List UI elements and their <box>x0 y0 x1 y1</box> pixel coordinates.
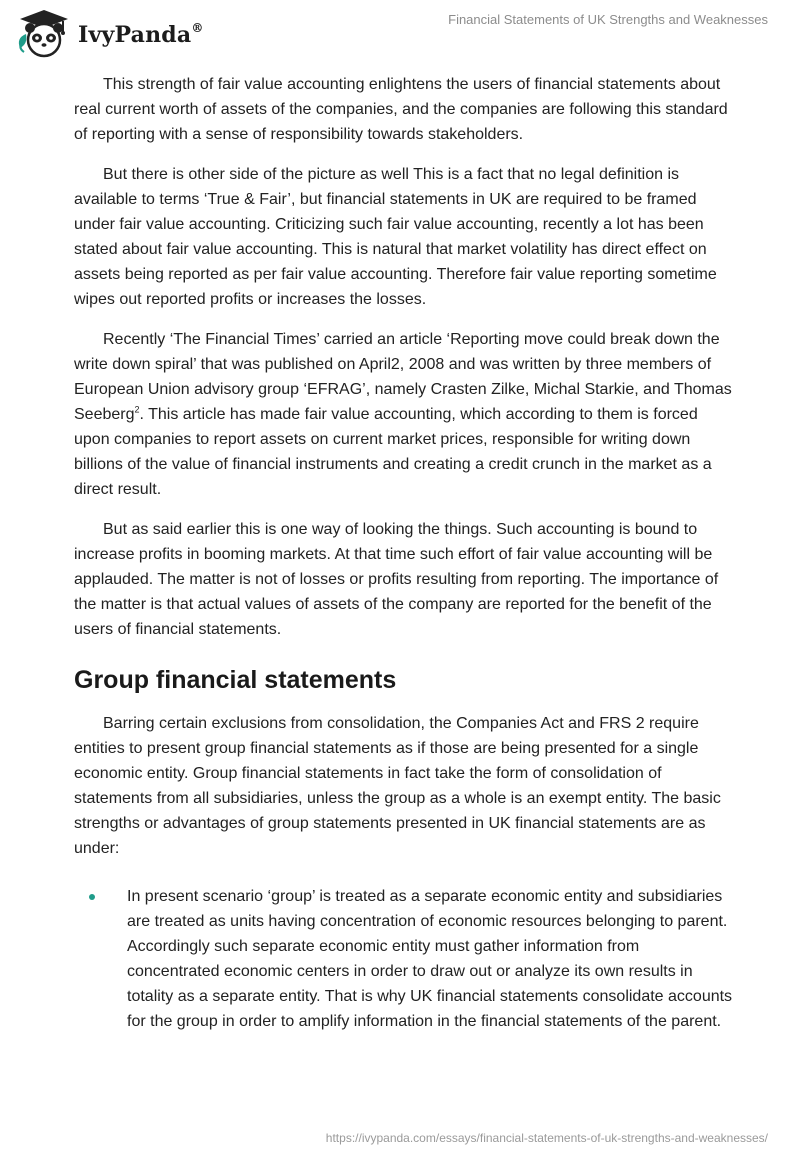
paragraph-ft-article: Recently ‘The Financial Times’ carried an article ‘Reporting move could break down the write down spiral’ that was published on April2, 2008 and was written by three members of European Union advisory group ‘EFRAG’, namely Crasten Zilke, Michal Starkie, and Thomas Seeberg$^2$. This article has made fair value accounting, which according to them is forced upon companies to report assets on current market prices, responsible for writing down billions of the value of financial instruments and creating a credit crunch in the market as a direct result. <box>74 331 732 498</box>
section-heading: Group financial statements <box>74 666 397 694</box>
bullet-icon <box>89 894 95 900</box>
footnote-ref[interactable]: 2 <box>134 404 140 415</box>
brand-logo[interactable] <box>14 8 204 60</box>
article-body <box>74 72 734 1034</box>
bullet-list <box>74 884 734 1034</box>
paragraph: But there is other side of the picture as well This is a fact that no legal definition is available to terms ‘True & Fair’, but financial statements in UK are required to be framed under fair value accounting. Criticizing such fair value accounting, recently a lot has been stated about fair value accounting. This is natural that market volatility has direct effect on assets being reported as per fair value accounting. Therefore fair value reporting sometime wipes out reported profits or increases the losses. <box>74 166 717 308</box>
list-item: In present scenario ‘group’ is treated as a separate economic entity and subsidiaries are treated as units having concentration of economic resources belonging to parent. Accordingly such separate economic entity must gather information from concentrated economic centers in order to draw out or analyze its own results in totality as a separate entity. That is why UK financial statements consolidate accounts for the group in order to amplify information in the financial statements of the parent. <box>74 884 734 1034</box>
panda-mascot-icon <box>14 8 74 60</box>
brand-name: IvyPanda® <box>78 20 204 48</box>
source-url[interactable]: https://ivypanda.com/essays/financial-statements-of-uk-strengths-and-weaknesses/ <box>325 1131 768 1145</box>
paragraph: But as said earlier this is one way of looking the things. Such accounting is bound to increase profits in booming markets. At that time such effort of fair value accounting will be applauded. The matter is not of losses or profits resulting from reporting. The importance of the matter is that actual values of assets of the company are reported for the benefit of the users of financial statements. <box>74 521 719 638</box>
page-header <box>0 0 800 70</box>
document-title: Financial Statements of UK Strengths and Weaknesses <box>448 12 768 27</box>
paragraph: This strength of fair value accounting enlightens the users of financial statements about real current worth of assets of the companies, and the companies are following this standard of reporting with a sense of responsibility towards stakeholders. <box>74 76 728 143</box>
section-intro: Barring certain exclusions from consolidation, the Companies Act and FRS 2 require entities to present group financial statements as if those are being presented for a single economic entity. Group financial statements in fact take the form of consolidation of statements from all subsidiaries, unless the group as a whole is an exempt entity. The basic strengths or advantages of group statements presented in UK financial statements are as under: <box>74 715 721 857</box>
